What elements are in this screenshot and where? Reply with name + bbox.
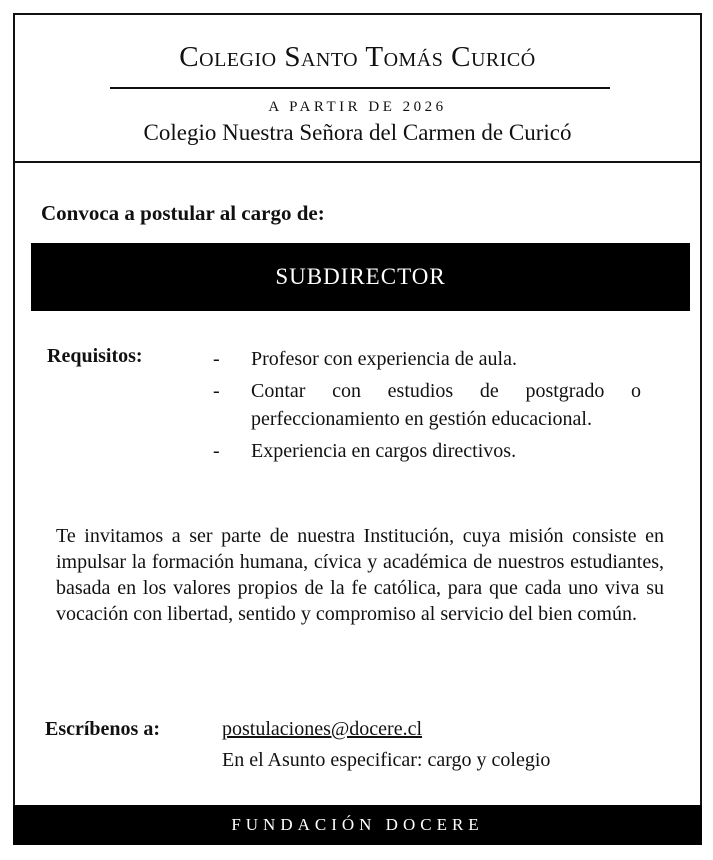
header-divider (13, 161, 702, 163)
position-title: SUBDIRECTOR (275, 264, 446, 289)
list-item (213, 437, 641, 465)
position-banner (31, 243, 690, 311)
school-name: Colegio Santo Tomás Curicó (179, 41, 536, 73)
effective-from: A PARTIR DE 2026 (268, 99, 447, 115)
header (15, 15, 700, 163)
list-item (213, 345, 641, 373)
invitation-paragraph: Te invitamos a ser parte de nuestra Institución, cuya misión consiste en impulsar la formación humana, cívica y académica de nuestros estudiantes, basada en los valores propios de la fe católica, para que cada uno viva su vocación con libertad, sentido y compromiso al servicio del bien común. (56, 525, 664, 625)
list-item (213, 377, 641, 433)
subject-instruction: En el Asunto especificar: cargo y colegio (222, 749, 551, 771)
requirements-label: Requisitos: (47, 345, 143, 367)
footer (13, 805, 702, 845)
bullet-dash: - (213, 440, 220, 462)
title-divider (110, 87, 610, 89)
requirement-text: Profesor con experiencia de aula. (251, 348, 517, 370)
requirements-list (213, 345, 641, 469)
foundation-name: FUNDACIÓN DOCERE (231, 815, 484, 834)
new-school-name: Colegio Nuestra Señora del Carmen de Curicó (143, 120, 572, 145)
job-posting-card (13, 13, 702, 845)
requirement-text: Contar con estudios de postgrado o perfeccionamiento en gestión educacional. (251, 380, 641, 430)
bullet-dash: - (213, 348, 220, 370)
call-heading: Convoca a postular al cargo de: (41, 201, 325, 225)
bullet-dash: - (213, 380, 220, 402)
email-link[interactable]: postulaciones@docere.cl (222, 718, 423, 740)
requirement-text: Experiencia en cargos directivos. (251, 440, 517, 462)
contact-label: Escríbenos a: (45, 718, 160, 740)
